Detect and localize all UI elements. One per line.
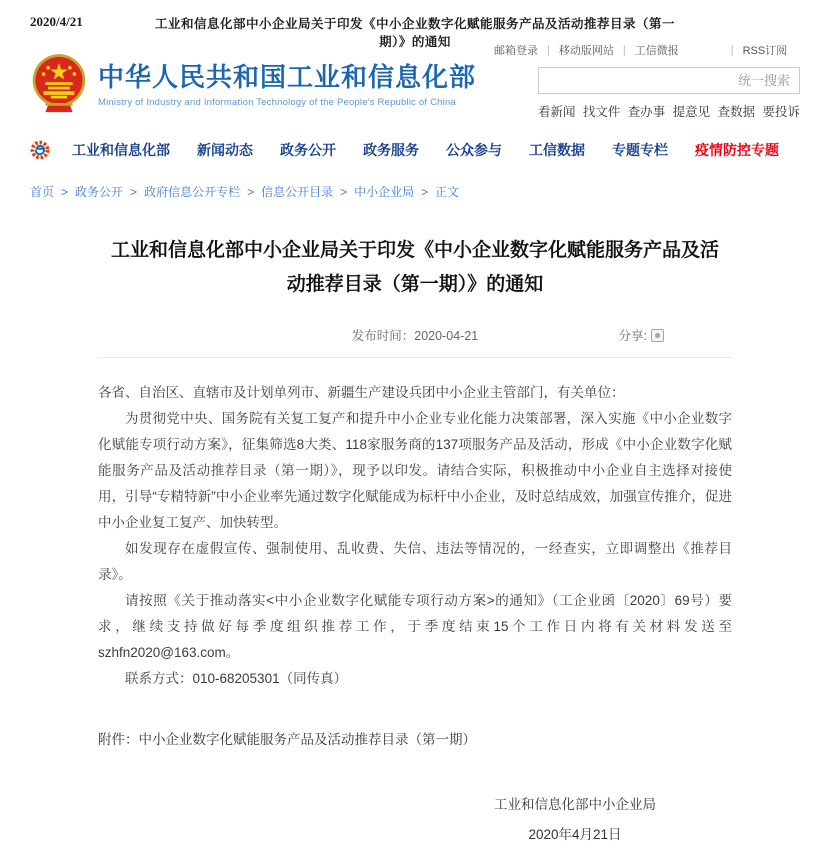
signature-block <box>470 790 680 850</box>
main-nav <box>0 130 830 170</box>
article-body <box>98 380 732 692</box>
breadcrumb-separator: > <box>247 184 255 199</box>
breadcrumb-separator: > <box>421 184 429 199</box>
nav-item-home[interactable]: 工业和信息化部 <box>72 142 170 158</box>
divider-line <box>98 357 732 358</box>
brand-names <box>98 61 476 108</box>
signature-date: 2020年4月21日 <box>528 827 622 842</box>
quick-link-news[interactable]: 看新闻 <box>538 105 576 119</box>
attachment-link[interactable]: 附件：中小企业数字化赋能服务产品及活动推荐目录（第一期） <box>98 732 476 747</box>
breadcrumb-separator: > <box>340 184 348 199</box>
publish-date: 2020-04-21 <box>414 329 479 343</box>
breadcrumb-gov-info[interactable]: 政府信息公开专栏 <box>144 185 241 199</box>
nav-item-topics[interactable]: 专题专栏 <box>612 142 668 158</box>
breadcrumb-home[interactable]: 首页 <box>30 185 55 199</box>
share-label: 分享: <box>618 329 647 343</box>
breadcrumb-sme-bureau[interactable]: 中小企业局 <box>354 185 415 199</box>
nav-item-news[interactable]: 新闻动态 <box>197 142 253 158</box>
quick-link-feedback[interactable]: 提意见 <box>672 105 711 119</box>
ministry-name: 中华人民共和国工业和信息化部 <box>98 61 477 92</box>
print-header-bar <box>0 0 830 49</box>
article <box>0 234 830 850</box>
breadcrumb-directory[interactable]: 信息公开目录 <box>261 185 334 199</box>
nav-item-data[interactable]: 工信数据 <box>529 142 585 158</box>
breadcrumb <box>0 170 830 200</box>
paragraph: 如发现存在虚假宣传、强制使用、乱收费、失信、违法等情况的，一经查实，立即调整出《推荐目录》。 <box>98 541 732 582</box>
paragraph-salutation: 各省、自治区、直辖市及计划单列市、新疆生产建设兵团中小企业主管部门，有关单位： <box>98 385 625 400</box>
quick-link-complaint[interactable]: 要投诉 <box>762 105 800 119</box>
print-page-title: 工业和信息化部中小企业局关于印发《中小企业数字化赋能服务产品及活动推荐目录（第一期）》的通知 <box>154 17 675 49</box>
search-input[interactable] <box>538 67 800 94</box>
header-right <box>494 42 800 120</box>
top-links <box>494 42 800 58</box>
wechat-link[interactable]: 工信微报 <box>634 45 679 57</box>
share-icon[interactable] <box>651 329 664 342</box>
breadcrumb-current: 正文 <box>435 185 460 199</box>
paragraph: 为贯彻党中央、国务院有关复工复产和提升中小企业专业化能力决策部署，深入实施《中小企业数字化赋能专项行动方案》，征集筛选8大类、118家服务商的137项服务产品及活动，形成《中小企业数字化赋能服务产品及活动推荐目录（第一期）》，现予以印发。请结合实际，积极推动中小企业自主选择对接使用，引导“专精特新”中小企业率先通过数字化赋能成为标杆中小企业，及时总结成效，加强宣传推介，促进中小企业复工复产、加快转型。 <box>98 411 732 530</box>
miit-gear-logo-icon <box>30 140 50 160</box>
share-row <box>619 326 664 344</box>
print-date: 2020/4/21 <box>30 14 83 29</box>
breadcrumb-separator: > <box>130 184 138 199</box>
article-title: 工业和信息化部中小企业局关于印发《中小企业数字化赋能服务产品及活动推荐目录（第一期）》的通知 <box>110 240 719 295</box>
rss-link[interactable]: RSS订阅 <box>742 45 788 57</box>
mail-login-link[interactable]: 邮箱登录 <box>494 45 538 57</box>
breadcrumb-disclosure[interactable]: 政务公开 <box>75 185 124 199</box>
nav-item-disclosure[interactable]: 政务公开 <box>280 142 336 158</box>
nav-item-services[interactable]: 政务服务 <box>363 142 419 158</box>
divider: | <box>622 44 626 56</box>
paragraph: 请按照《关于推动落实<中小企业数字化赋能专项行动方案>的通知》（工企业函〔2020〕69号）要求，继续支持做好每季度组织推荐工作，于季度结束15个工作日内将有关材料发送至szhfn2020@163.com。 <box>98 593 732 660</box>
nav-item-epidemic[interactable]: 疫情防控专题 <box>695 142 779 158</box>
ministry-name-english: Ministry of Industry and Information Technology of the People's Republic of China <box>98 96 456 108</box>
mobile-site-link[interactable]: 移动版网站 <box>558 45 614 57</box>
search-box <box>538 67 800 94</box>
quick-links <box>538 102 800 120</box>
quick-link-services[interactable]: 查办事 <box>627 105 666 119</box>
national-emblem-icon <box>30 52 88 116</box>
quick-link-files[interactable]: 找文件 <box>582 105 621 119</box>
publish-time-label: 发布时间： <box>351 329 415 343</box>
article-meta <box>98 326 732 344</box>
paragraph-contact: 联系方式：010-68205301（同传真） <box>125 671 348 686</box>
divider: | <box>547 44 550 56</box>
breadcrumb-separator: > <box>61 184 69 199</box>
quick-link-data[interactable]: 查数据 <box>717 105 756 119</box>
signature-name: 工业和信息化部中小企业局 <box>494 797 656 812</box>
nav-item-participation[interactable]: 公众参与 <box>446 142 502 158</box>
divider: | <box>730 44 734 56</box>
brand-link[interactable] <box>30 52 500 116</box>
site-header <box>0 40 830 128</box>
